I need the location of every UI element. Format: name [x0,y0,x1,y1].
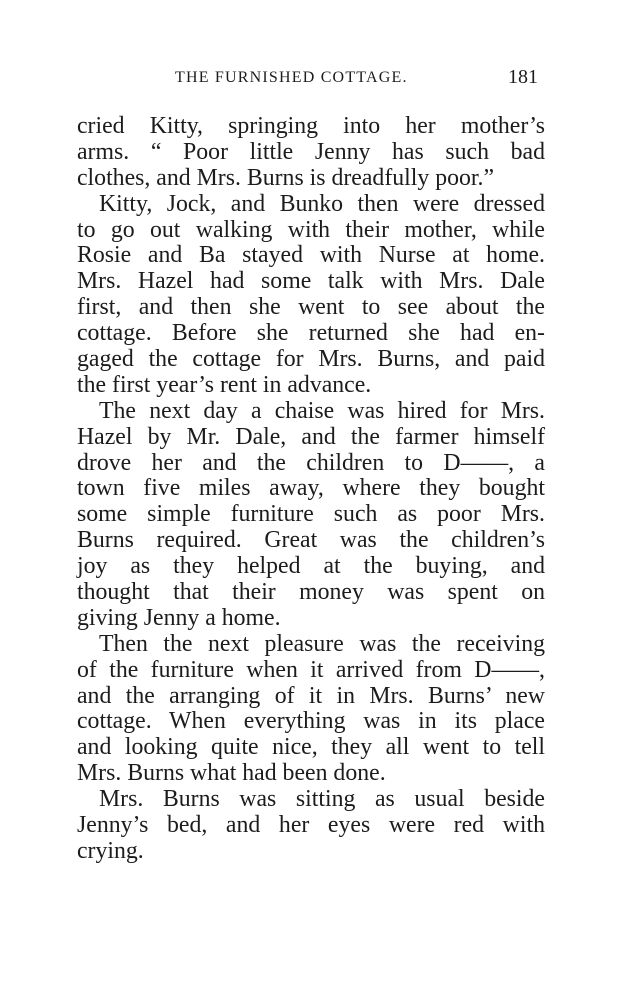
text-line: clothes, and Mrs. Burns is dreadfully poor.” [77,164,495,191]
text-line: gaged the cottage for Mrs. Burns, and paid [77,346,545,373]
text-line: The next day a chaise was hired for Mrs. [99,397,545,424]
text-line: some simple furniture such as poor Mrs. [77,501,545,528]
text-line: to go out walking with their mother, while [77,216,545,243]
running-title: THE FURNISHED COTTAGE. [175,69,408,86]
text-line: town five miles away, where they bought [77,475,545,502]
text-line: cried Kitty, springing into her mother’s [77,113,545,139]
text-line: Mrs. Burns what had been done. [77,760,386,787]
text-line: arms. “ Poor little Jenny has such bad [77,138,545,165]
text-line: Kitty, Jock, and Bunko then were dressed [99,190,545,217]
text-line: Jenny’s bed, and her eyes were red with [77,812,545,839]
text-line: drove her and the children to D——, a [77,449,545,476]
text-line: Mrs. Burns was sitting as usual beside [99,786,545,813]
text-line: crying. [77,837,144,864]
running-head [0,66,635,96]
text-line: cottage. Before she returned she had en- [77,320,545,347]
text-line: Mrs. Hazel had some talk with Mrs. Dale [77,268,545,295]
text-line: of the furniture when it arrived from D——, [77,656,545,683]
text-line: giving Jenny a home. [77,604,281,631]
body-text [77,114,545,865]
text-line: and looking quite nice, they all went to tell [77,734,545,761]
text-line: joy as they helped at the buying, and [77,553,545,580]
text-line: and the arranging of it in Mrs. Burns’ new [77,682,545,709]
text-line: cottage. When everything was in its place [77,708,545,735]
text-line: Burns required. Great was the children’s [77,527,545,554]
text-line: the first year’s rent in advance. [77,371,372,398]
text-line: Hazel by Mr. Dale, and the farmer himself [77,423,545,450]
text-line: Then the next pleasure was the receiving [99,630,545,657]
text-line: first, and then she went to see about the [77,294,545,321]
page-number: 181 [508,66,538,88]
text-line: thought that their money was spent on [77,579,545,606]
text-line: Rosie and Ba stayed with Nurse at home. [77,242,545,269]
